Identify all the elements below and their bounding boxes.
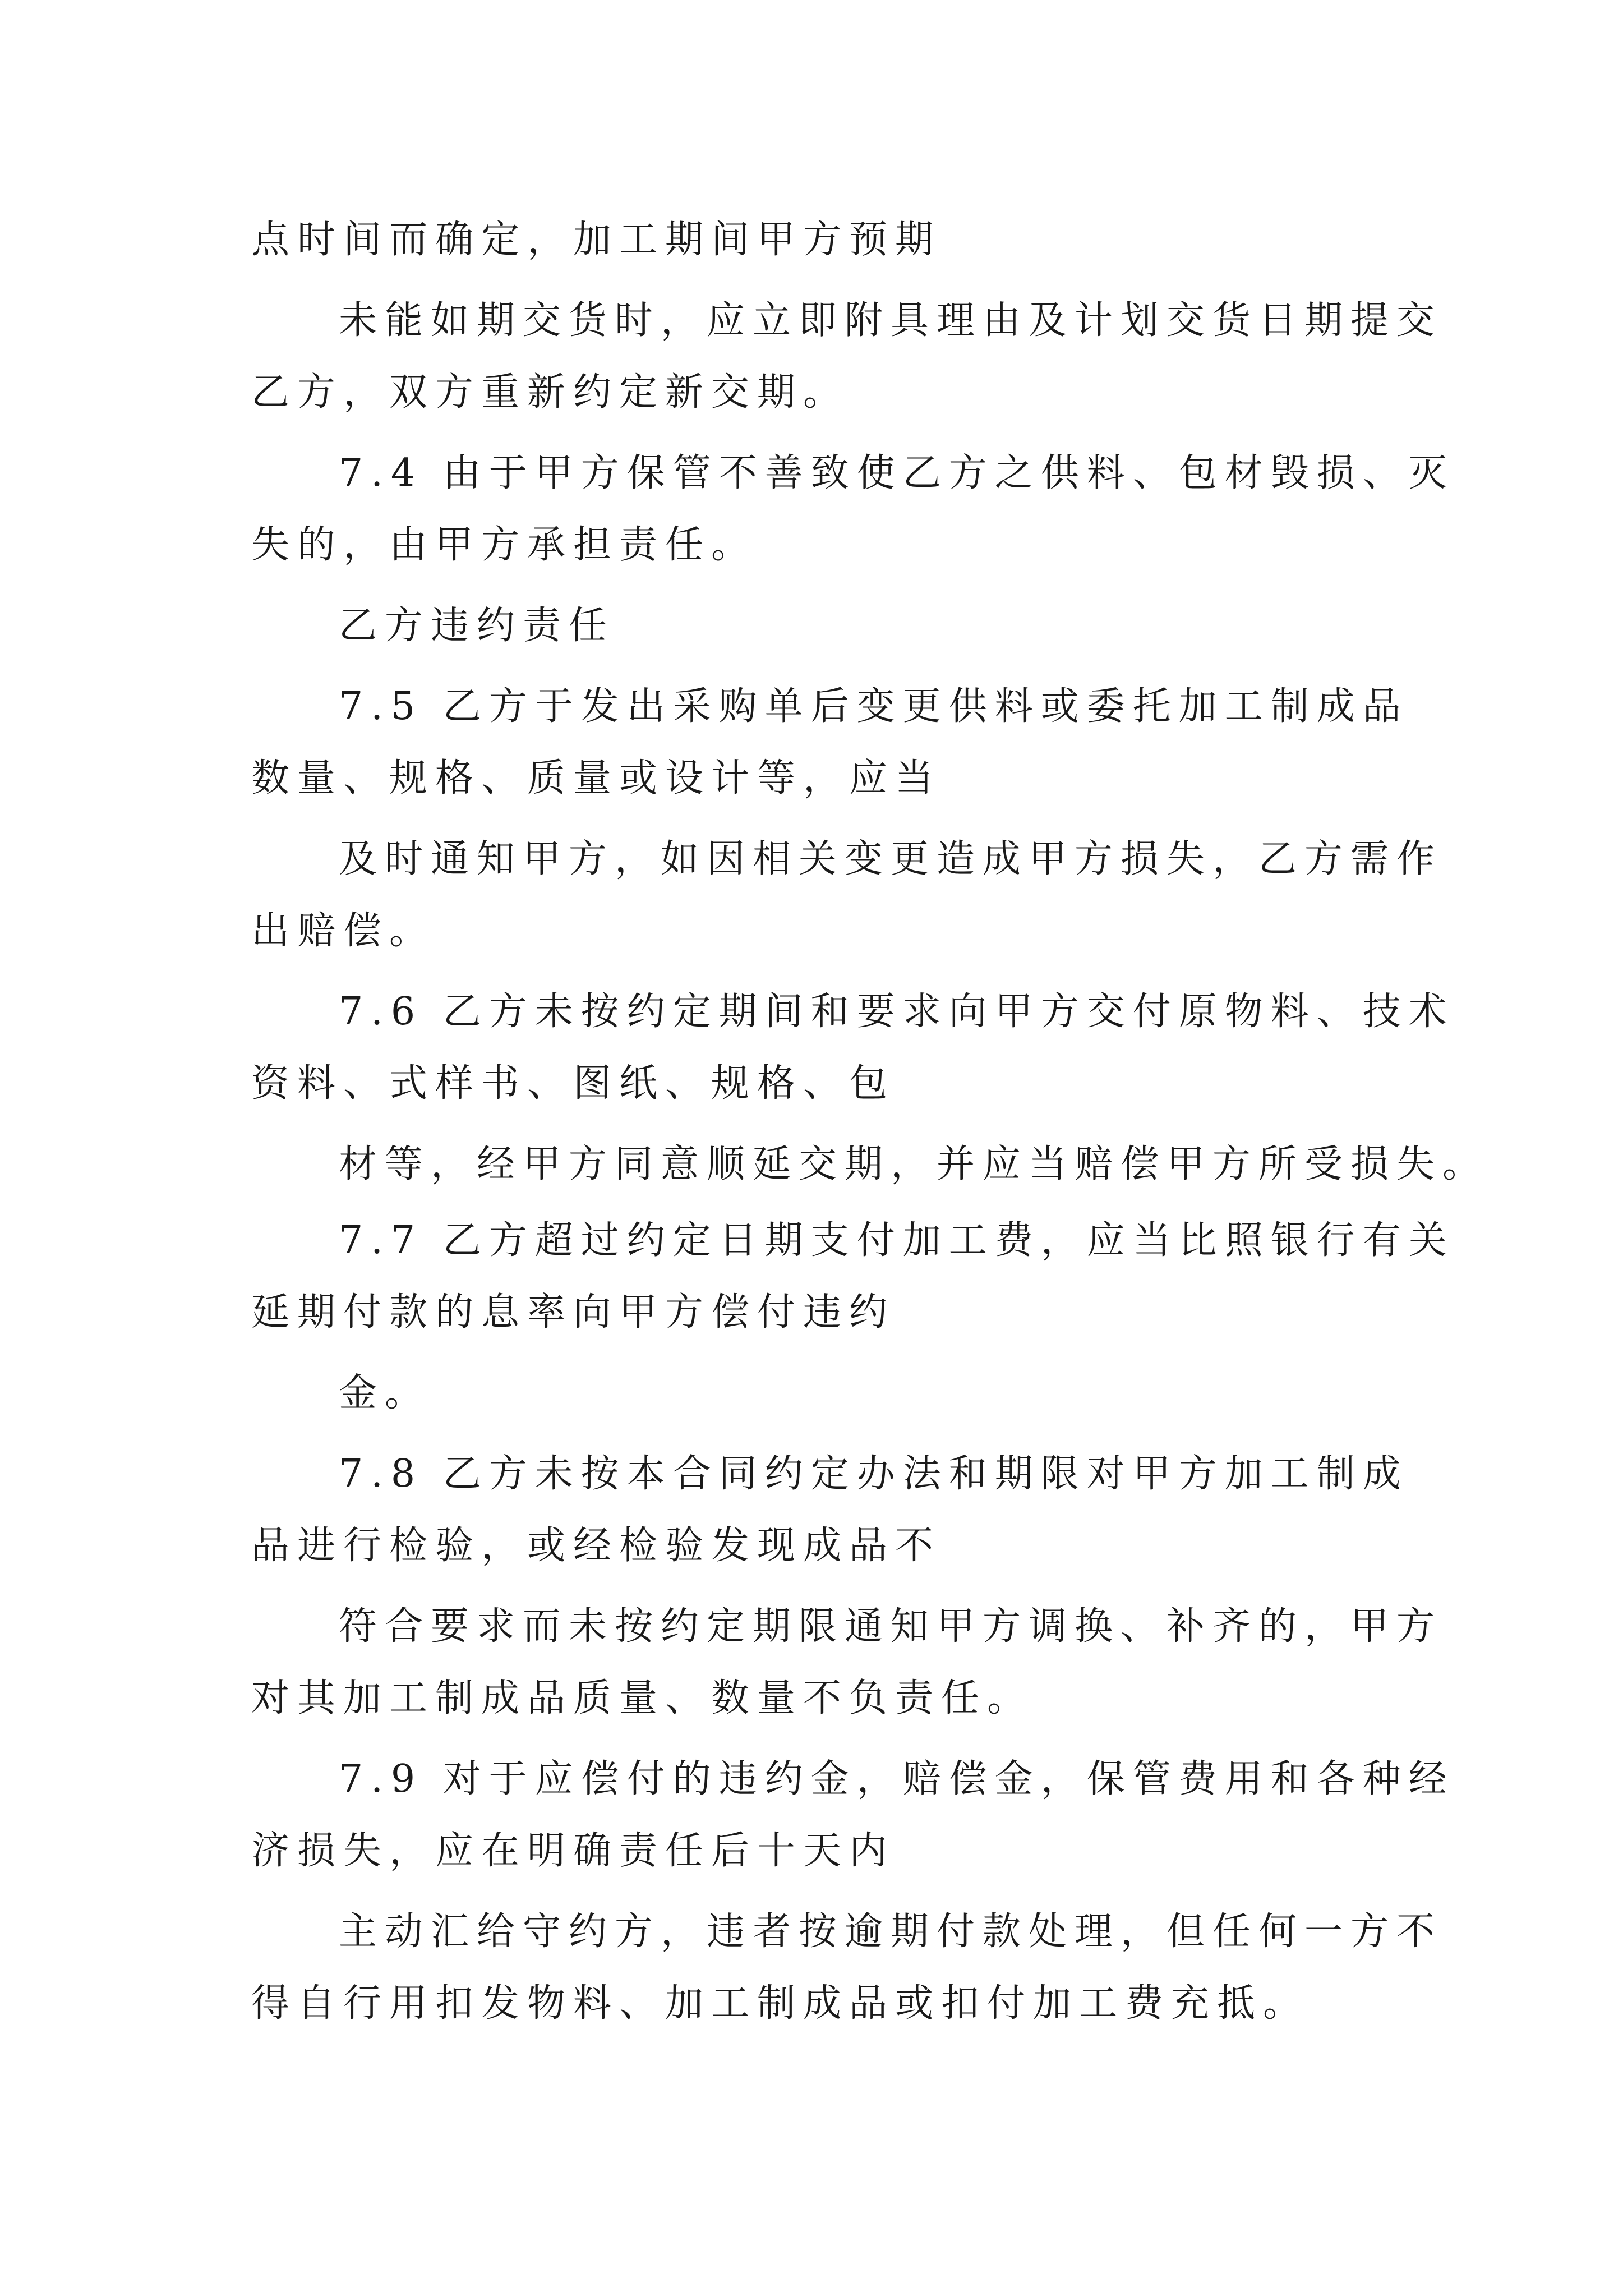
clause-7-7: 7.7 乙方超过约定日期支付加工费，应当比照银行有关 [339, 1218, 1455, 1263]
text-line-24: 得自行用扣发物料、加工制成品或扣付加工费充抵。 [251, 1981, 1310, 2026]
clause-7-4: 7.4 由于甲方保管不善致使乙方之供料、包材毁损、灭 [339, 451, 1455, 495]
clause-7-8: 7.8 乙方未按本合同约定办法和期限对甲方加工制成 [339, 1452, 1409, 1496]
text-line-18: 品进行检验，或经检验发现成品不 [251, 1524, 942, 1568]
text-line-16: 金。 [339, 1371, 431, 1415]
text-line-19: 符合要求而未按约定期限通知甲方调换、补齐的，甲方 [339, 1604, 1443, 1649]
clause-7-5: 7.5 乙方于发出采购单后变更供料或委托加工制成品 [339, 684, 1409, 729]
text-line-20: 对其加工制成品质量、数量不负责任。 [251, 1676, 1034, 1720]
text-line-5: 失的，由甲方承担责任。 [251, 523, 758, 567]
text-line-12: 资料、式样书、图纸、规格、包 [251, 1061, 896, 1106]
text-line-13: 材等，经甲方同意顺延交期，并应当赔偿甲方所受损失。 [339, 1142, 1489, 1186]
section-heading: 乙方违约责任 [339, 604, 615, 648]
text-line-23: 主动汇给守约方，违者按逾期付款处理，但任何一方不 [339, 1910, 1443, 1954]
text-line-22: 济损失，应在明确责任后十天内 [251, 1829, 896, 1873]
clause-7-6: 7.6 乙方未按约定期间和要求向甲方交付原物料、技术 [339, 990, 1455, 1034]
text-line-10: 出赔偿。 [251, 909, 436, 953]
text-line-9: 及时通知甲方，如因相关变更造成甲方损失，乙方需作 [339, 837, 1443, 881]
text-line-2: 未能如期交货时，应立即附具理由及计划交货日期提交 [339, 298, 1443, 343]
text-line-3: 乙方，双方重新约定新交期。 [251, 370, 850, 415]
text-line-8: 数量、规格、质量或设计等，应当 [251, 756, 942, 800]
clause-7-9: 7.9 对于应偿付的违约金，赔偿金，保管费用和各种经 [339, 1757, 1455, 1801]
text-line-1: 点时间而确定，加工期间甲方预期 [251, 218, 942, 262]
text-line-15: 延期付款的息率向甲方偿付违约 [251, 1290, 896, 1335]
